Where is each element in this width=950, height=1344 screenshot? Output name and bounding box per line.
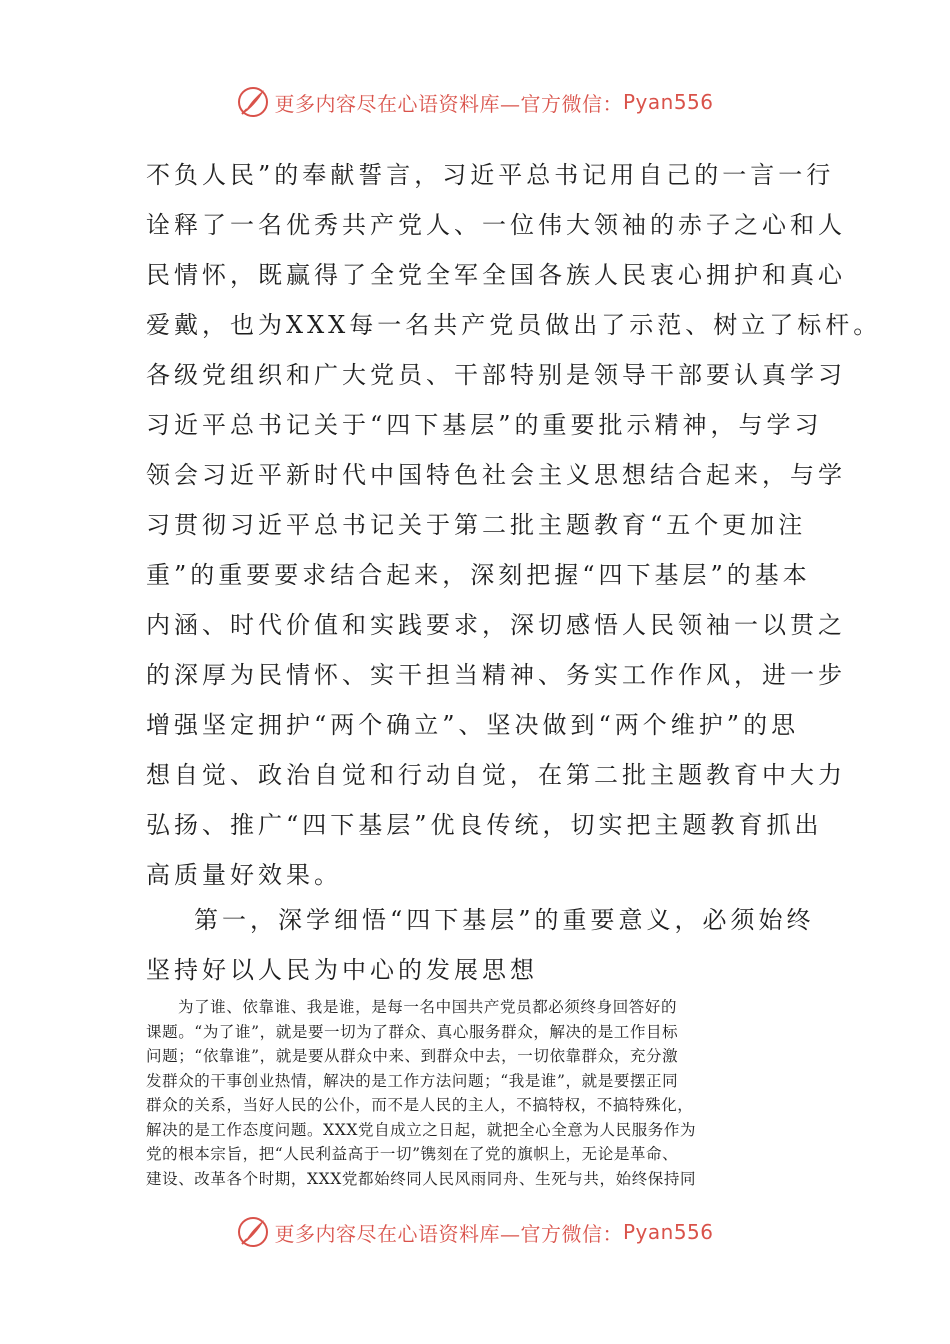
text-line: 的深厚为民情怀、实干担当精神、务实工作作风，进一步	[146, 661, 846, 689]
watermark-banner-bottom	[0, 1212, 950, 1252]
banner-handle: Pyan556	[622, 90, 714, 114]
banner-text: 更多内容尽在心语资料库—官方微信：	[274, 1221, 623, 1246]
text-line: 诠释了一名优秀共产党人、一位伟大领袖的赤子之心和人	[146, 211, 846, 239]
watermark-banner-top	[0, 82, 950, 122]
text-line: 不负人民”的奉献誓言，习近平总书记用自己的一言一行	[146, 161, 835, 189]
section-heading	[146, 895, 815, 995]
text-line: 增强坚定拥护“两个确立”、坚决做到“两个维护”的思	[146, 711, 800, 739]
quill-pen-icon	[236, 1215, 270, 1249]
section-paragraph	[146, 995, 806, 1191]
heading-line: 坚持好以人民为中心的发展思想	[146, 956, 538, 984]
text-line: 领会习近平新时代中国特色社会主义思想结合起来，与学	[146, 461, 846, 489]
text-line: 高质量好效果。	[146, 861, 342, 889]
text-line: 解决的是工作态度问题。XXX党自成立之日起，就把全心全意为人民服务作为	[146, 1120, 697, 1139]
text-line: 建设、改革各个时期，XXX党都始终同人民风雨同舟、生死与共，始终保持同	[146, 1169, 697, 1188]
text-line: 党的根本宗旨，把“人民利益高于一切”镌刻在了党的旗帜上，无论是革命、	[146, 1145, 679, 1163]
text-line: 内涵、时代价值和实践要求，深切感悟人民领袖一以贯之	[146, 611, 846, 639]
text-line: 各级党组织和广大党员、干部特别是领导干部要认真学习	[146, 361, 846, 389]
text-line: 发群众的干事创业热情，解决的是工作方法问题；“我是谁”，就是要摆正同	[146, 1071, 679, 1090]
text-line: 群众的关系，当好人民的公仆，而不是人民的主人，不搞特权，不搞特殊化，	[146, 1096, 694, 1114]
text-line: 爱戴，也为XXX每一名共产党员做出了示范、树立了标杆。	[146, 311, 882, 339]
text-line: 重”的重要要求结合起来，深刻把握“四下基层”的基本	[146, 561, 811, 589]
text-line: 问题；“依靠谁”，就是要从群众中来、到群众中去，一切依靠群众，充分激	[146, 1047, 679, 1065]
body-paragraph	[146, 150, 882, 900]
heading-line: 第一，深学细悟“四下基层”的重要意义，必须始终	[194, 906, 815, 934]
text-line: 弘扬、推广“四下基层”优良传统，切实把主题教育抓出	[146, 811, 823, 839]
banner-handle: Pyan556	[622, 1220, 714, 1244]
text-line: 习近平总书记关于“四下基层”的重要批示精神，与学习	[146, 411, 823, 439]
text-line: 民情怀，既赢得了全党全军全国各族人民衷心拥护和真心	[146, 261, 846, 289]
banner-text: 更多内容尽在心语资料库—官方微信：	[274, 91, 623, 116]
text-line: 想自觉、政治自觉和行动自觉，在第二批主题教育中大力	[146, 761, 846, 789]
text-line: 习贯彻习近平总书记关于第二批主题教育“五个更加注	[146, 511, 807, 539]
text-line: 为了谁、依靠谁、我是谁，是每一名中国共产党员都必须终身回答好的	[178, 998, 678, 1016]
quill-pen-icon	[236, 85, 270, 119]
text-line: 课题。“为了谁”，就是要一切为了群众、真心服务群众，解决的是工作目标	[146, 1022, 679, 1041]
